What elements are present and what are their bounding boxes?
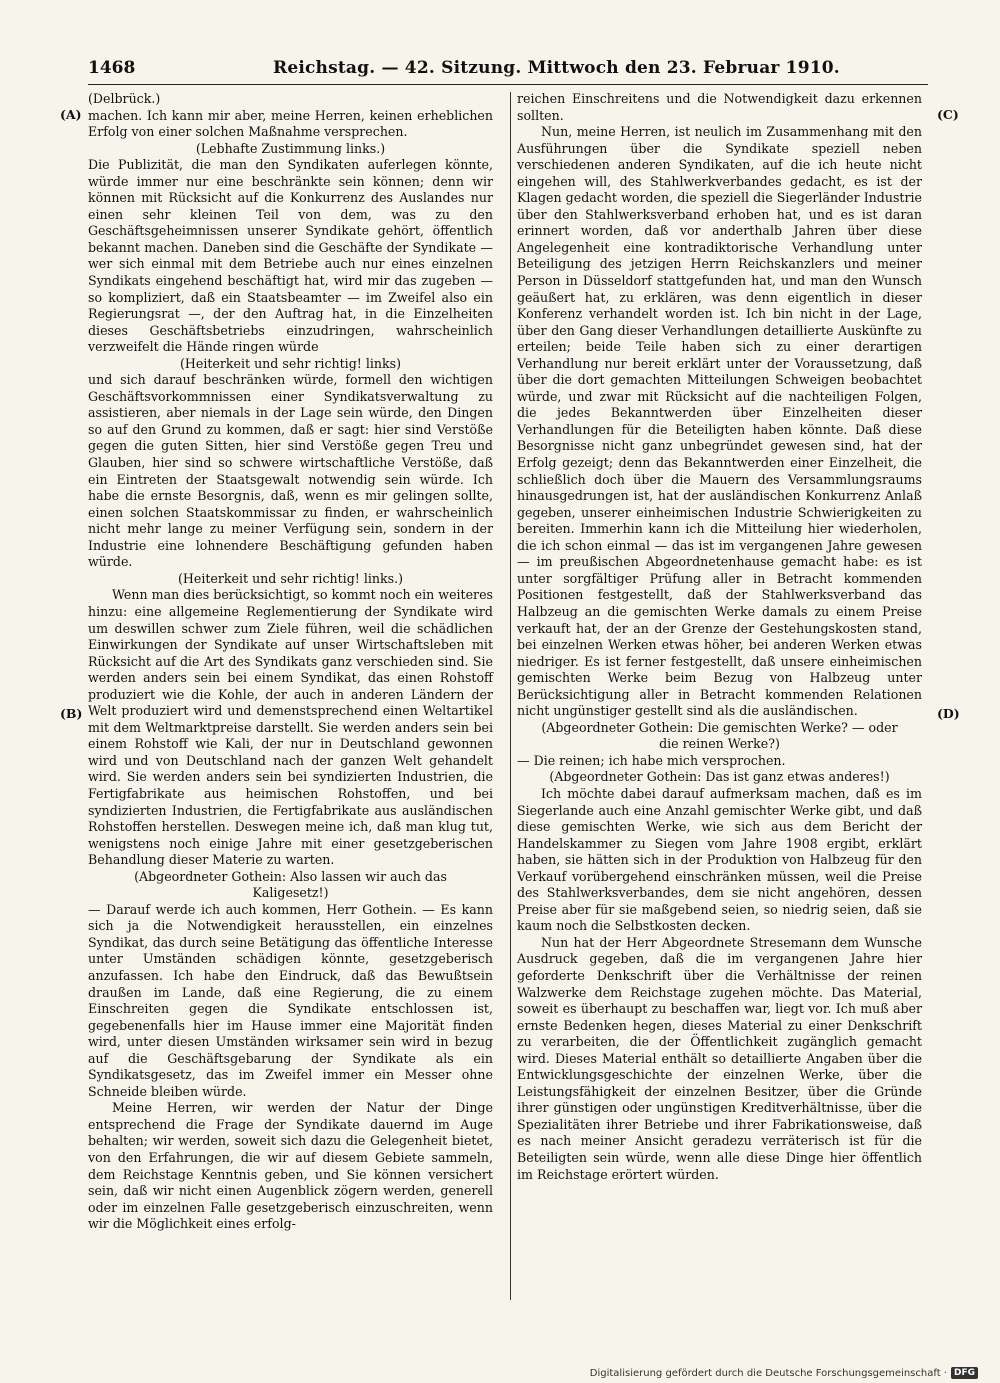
dfg-logo: DFG xyxy=(951,1367,978,1379)
footer xyxy=(590,1367,978,1379)
paragraph: — Darauf werde ich auch kommen, Herr Gothein. — Es kann sich ja die Notwendigkeit herausstellen, ein einzelnes Syndikat, das durch seine Betätigung das öffentliche Interesse unter Umständen schädigen könnte, gesetzgeberisch anzufassen. Ich habe den Eindruck, daß das Bewußtsein draußen im Lande, daß eine Regierung, die zu einem Einschreiten gegen die Syndikate entschlossen ist, gegebenenfalls hier im Hause immer eine Majorität finden wird, unter diesen Umständen wirksamer sein wird in bezug auf die Geschäftsgebarung der Syndikate als ein Syndikatsgesetz, das im Zweifel immer ein Messer ohne Schneide bleiben würde. xyxy=(88,901,493,1099)
interjection: (Abgeordneter Gothein: Die gemischten Werke? — oder die reinen Werke?) xyxy=(541,719,898,752)
paragraph: Ich möchte dabei darauf aufmerksam machen, daß es im Siegerlande auch eine Anzahl gemischter Werke gibt, und daß diese gemischten Werke, wie sich aus dem Bericht der Handelskammer zu Siegen vom Jahre 1908 ergibt, erklärt haben, sie hätten sich in der Produktion von Halbzeug für den Verkauf vorübergehend einschränken müssen, weil die Preise des Stahlwerksverbandes, dem sie nicht angehören, dessen Preise aber für sie maßgebend seien, so niedrig seien, daß sie kaum noch die Selbstkosten decken. xyxy=(517,785,922,934)
column-divider xyxy=(510,92,511,1300)
running-head: Reichstag. — 42. Sitzung. Mittwoch den 23. Februar 1910. xyxy=(273,58,840,78)
paragraph: Nun hat der Herr Abgeordnete Stresemann dem Wunsche Ausdruck gegeben, daß die im vergangenen Jahre hier geforderte Denkschrift über die Verhältnisse der reinen Walzwerke dem Reichstage zugehen möchte. Das Material, soweit es überhaupt zu beschaffen war, liegt vor. Ich muß aber ernste Bedenken hegen, dieses Material zu einer Denkschrift zu verarbeiten, die der Öffentlichkeit zugänglich gemacht wird. Dieses Material enthält so detaillierte Angaben über die Entwicklungsgeschichte der einzelnen Werke, über die Leistungsfähigkeit der einzelnen Besitzer, über die Gründe ihrer günstigen oder ungünstigen Kreditverhältnisse, über die Spezialitäten ihrer Betriebe und ihrer Fabrikationsweise, daß es nach meiner Ansicht geradezu verräterisch ist für die Beteiligten sein würde, wenn alle diese Dinge hier öffentlich im Reichstage erörtert würden. xyxy=(517,934,922,1182)
margin-mark-a: (A) xyxy=(60,107,82,122)
right-column xyxy=(517,91,922,1183)
speaker-name: (Delbrück.) xyxy=(88,91,161,106)
paragraph: Meine Herren, wir werden der Natur der Dinge entsprechend die Frage der Syndikate dauernd im Auge behalten; wir werden, soweit sich dazu die Gelegenheit bietet, von den Erfahrungen, die wir auf diesem Gebiete sammeln, dem Reichstage Kenntnis geben, und Sie können versichert sein, daß wir nicht einen Augenblick zögern werden, generell oder im einzelnen Falle gesetzgeberisch einzuschreiten, wenn wir die Möglichkeit eines erfolg- xyxy=(88,1100,493,1232)
paragraph: Nun, meine Herren, ist neulich im Zusammenhang mit den Ausführungen über die Syndikate speziell neben verschiedenen anderen Syndikaten, auf die ich heute nicht eingehen will, des Stahlwerkverbandes gedacht, es ist der Klagen gedacht worden, die speziell die Siegerländer Industrie über den Stahlwerksverband erhoben hat, und es ist daran erinnert worden, daß vor anderthalb Jahren über diese Angelegenheit eine kontradiktorische Verhandlung unter Beteiligung des jetzigen Herrn Reichskanzlers und meiner Person in Düsseldorf stattgefunden hat, und man den Wunsch geäußert hat, zu erklären, was denn eigentlich in dieser Konferenz verhandelt worden ist. Ich bin nicht in der Lage, über den Gang dieser Verhandlungen detaillierte Auskünfte zu erteilen; beide Teile haben sich zu einer derartigen Verhandlung nur bereit erklärt unter der Voraussetzung, daß über die dort gemachten Mitteilungen Schweigen beobachtet würde, und zwar mit Rücksicht auf die nachteiligen Folgen, die jedes Bekanntwerden über Einzelheiten dieser Verhandlungen für die Beteiligten haben könnte. Daß diese Besorgnisse nicht ganz unbegründet gewesen sind, hat der Erfolg gezeigt; denn das Bekanntwerden einer Einzelheit, die schließlich doch über die Mauern des Versammlungsraums hinausgedrungen ist, hat der ausländischen Konkurrenz Anlaß gegeben, unserer einheimischen Industrie Schwierigkeiten zu bereiten. Immerhin kann ich die Mitteilung hier wiederholen, die ich schon einmal — das ist im vergangenen Jahre gewesen — im preußischen Abgeordnetenhause gemacht habe: es ist unter sorgfältiger Prüfung aller in Betracht kommenden Positionen festgestellt, daß der Stahlwerksverband das Halbzeug an die gemischten Werke damals zu einem Preise verkauft hat, der an der Grenze der Gestehungskosten stand, bei einzelnen Werken etwas höher, bei anderen Werken etwas niedriger. Es ist ferner festgestellt, daß unsere einheimischen gemischten Werke beim Bezug von Halbzeug unter Berücksichtigung aller in Betracht kommenden Relationen nicht ungünstiger gestellt sind als die ausländischen. xyxy=(517,124,922,719)
interjection: (Lebhafte Zustimmung links.) xyxy=(195,140,386,156)
margin-mark-b: (B) xyxy=(60,706,83,721)
paragraph: Wenn man dies berücksichtigt, so kommt noch ein weiteres hinzu: eine allgemeine Reglementierung der Syndikate wird um deswillen schwer zum Ziele führen, weil die schädlichen Einwirkungen der Syndikate auf unser Wirtschaftsleben mit Rücksicht auf die Art des Syndikats ganz verschieden sind. Sie werden anders sein bei einem Syndikat, das einen Rohstoff produziert wie die Kohle, der auch in anderen Ländern der Welt produziert wird und demenstsprechend einen Weltartikel mit dem Weltmarktpreise darstellt. Sie werden anders sein bei einem Rohstoff wie Kali, der nur in Deutschland gewonnen wird und von Deutschland nach der ganzen Welt gehandelt wird. Sie werden anders sein bei syndizierten Industrien, die Fertigfabrikate aus heimischen Rohstoffen, und bei syndizierten Industrien, die Fertigfabrikate aus ausländischen Rohstoffen herstellen. Deswegen meine ich, daß man klug tut, wenigstens noch einige Jahre mit einer gesetzgeberischen Behandlung dieser Materie zu warten. xyxy=(88,587,493,868)
page-number: 1468 xyxy=(88,58,136,78)
paragraph: reichen Einschreitens und die Notwendigkeit dazu erkennen sollten. xyxy=(517,91,922,123)
paragraph: — Die reinen; ich habe mich versprochen. xyxy=(517,752,786,768)
paragraph: machen. Ich kann mir aber, meine Herren, keinen erheblichen Erfolg von einer solchen Maßnahme versprechen. xyxy=(88,107,493,140)
margin-mark-d: (D) xyxy=(937,706,960,721)
paragraph: und sich darauf beschränken würde, formell den wichtigen Geschäftsvorkommnissen einer Syndikatsverwaltung zu assistieren, aber niemals in der Lage sein würde, den Dingen so auf den Grund zu kommen, daß er sagt: hier sind Verstöße gegen die guten Sitten, hier sind Verstöße gegen Treu und Glauben, hier sind so schwere wirtschaftliche Verstöße, daß ein Eintreten der Staatsgewalt notwendig sein würde. Ich habe die ernste Besorgnis, daß, wenn es mir gelingen sollte, einen solchen Staatskommissar zu finden, er wahrscheinlich nicht mehr lange zu meiner Verfügung sein, sondern in der Industrie eine lohnendere Beschäftigung gefunden haben würde. xyxy=(88,372,493,570)
paragraph: Die Publizität, die man den Syndikaten auferlegen könnte, würde immer nur eine beschränkte sein können; denn wir können mit Rücksicht auf die Konkurrenz des Auslandes nur einen sehr kleinen Teil von dem, was zu den Geschäftsgeheimnissen unserer Syndikate gehört, öffentlich bekannt machen. Daneben sind die Geschäfte der Syndikate — wer sich einmal mit dem Betriebe auch nur eines einzelnen Syndikats eingehend beschäftigt hat, wird mir das zugeben — so kompliziert, daß ein Staatsbeamter — im Zweifel also ein Regierungsrat —, der den Auftrag hat, in die Einzelheiten dieses Geschäftsbetriebs einzudringen, wahrscheinlich verzweifelt die Hände ringen würde xyxy=(88,157,493,355)
interjection: (Heiterkeit und sehr richtig! links) xyxy=(179,355,402,371)
interjection: (Heiterkeit und sehr richtig! links.) xyxy=(177,570,404,586)
left-column xyxy=(88,91,493,1233)
interjection: (Abgeordneter Gothein: Also lassen wir auch das Kaligesetz!) xyxy=(134,868,447,901)
page-header xyxy=(88,58,928,85)
footer-credit: Digitalisierung gefördert durch die Deutsche Forschungsgemeinschaft · xyxy=(589,1367,947,1379)
interjection: (Abgeordneter Gothein: Das ist ganz etwas anderes!) xyxy=(549,769,890,785)
margin-mark-c: (C) xyxy=(937,107,959,122)
